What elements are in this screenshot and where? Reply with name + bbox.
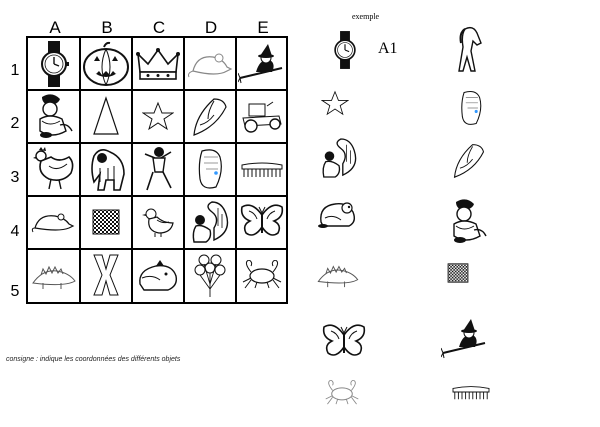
beaver-icon — [317, 198, 359, 230]
butterfly-icon — [321, 323, 367, 361]
cell-b2[interactable] — [80, 90, 132, 142]
cell-b3[interactable] — [80, 143, 132, 195]
witch-icon — [238, 44, 286, 84]
watch-icon — [331, 27, 359, 73]
horse-icon — [455, 25, 485, 75]
row-label-3: 3 — [10, 169, 20, 186]
tractor-icon — [239, 98, 285, 134]
item-butterfly[interactable] — [320, 322, 368, 362]
stegosaurus-icon — [315, 259, 361, 289]
item-beaver[interactable] — [316, 196, 360, 232]
checkerboard-icon — [447, 263, 469, 283]
example-label: exemple — [352, 12, 380, 21]
gnome-icon — [34, 93, 74, 139]
butterfly-icon — [239, 203, 285, 241]
column-label-e: E — [257, 18, 269, 37]
cell-a5[interactable] — [28, 249, 80, 301]
pumpkin-icon — [82, 41, 130, 87]
cell-c5[interactable] — [132, 249, 184, 301]
crown-icon — [136, 46, 180, 82]
example-answer: A1 — [378, 40, 398, 57]
cell-a2[interactable] — [28, 90, 80, 142]
cell-d5[interactable] — [184, 249, 236, 301]
crab-icon — [241, 260, 283, 290]
cell-a4[interactable] — [28, 196, 80, 248]
star-icon — [142, 101, 174, 131]
cell-b5[interactable] — [80, 249, 132, 301]
cell-b4[interactable] — [80, 196, 132, 248]
flower-icon — [192, 252, 228, 298]
gorilla-icon — [84, 146, 128, 192]
cell-c3[interactable] — [132, 143, 184, 195]
checkerboard-icon — [92, 209, 120, 235]
column-label-c: C — [152, 18, 166, 37]
item-squirrel[interactable] — [318, 136, 360, 180]
cell-c1[interactable] — [132, 38, 184, 90]
cell-e3[interactable] — [236, 143, 288, 195]
letter-x-icon — [92, 253, 120, 297]
example-picture — [330, 26, 360, 74]
witch-icon — [441, 319, 489, 359]
column-label-d: D — [204, 18, 218, 37]
item-stegosaurus[interactable] — [314, 258, 362, 290]
iron-icon — [190, 95, 230, 137]
cell-b1[interactable] — [80, 38, 132, 90]
crab-icon — [324, 380, 360, 406]
squirrel-icon — [190, 200, 230, 244]
watch-icon — [37, 41, 71, 87]
item-comb[interactable] — [446, 382, 496, 402]
comb-icon — [240, 159, 284, 179]
item-horse[interactable] — [452, 24, 488, 76]
instruction-text: consigne : indique les coordonnées des différents objets — [6, 356, 181, 363]
column-label-a: A — [49, 18, 61, 37]
cell-c2[interactable] — [132, 90, 184, 142]
gnome-icon — [448, 198, 488, 244]
comb-icon — [447, 383, 495, 401]
cell-d3[interactable] — [184, 143, 236, 195]
cell-d2[interactable] — [184, 90, 236, 142]
item-crab[interactable] — [322, 378, 362, 408]
column-label-b: B — [101, 18, 113, 37]
item-star[interactable] — [318, 88, 352, 118]
scanner-icon — [457, 89, 485, 127]
mouse-icon — [187, 49, 233, 79]
dancer-icon — [141, 146, 175, 192]
row-label-5: 5 — [10, 283, 20, 300]
item-gnome[interactable] — [446, 196, 490, 246]
hen-icon — [31, 146, 77, 192]
cell-e5[interactable] — [236, 249, 288, 301]
rat-icon — [31, 210, 77, 234]
cell-e4[interactable] — [236, 196, 288, 248]
triangle-icon — [91, 96, 121, 136]
bird-icon — [141, 206, 175, 238]
cell-d4[interactable] — [184, 196, 236, 248]
pig-icon — [136, 258, 180, 292]
item-iron[interactable] — [446, 140, 492, 180]
cell-c4[interactable] — [132, 196, 184, 248]
row-label-1: 1 — [10, 62, 20, 79]
squirrel-icon — [320, 137, 358, 179]
cell-a1[interactable] — [28, 38, 80, 90]
star-icon — [321, 90, 349, 116]
item-checkerboard[interactable] — [446, 262, 470, 284]
stegosaurus-icon — [31, 259, 77, 291]
iron-icon — [447, 141, 491, 179]
cell-a3[interactable] — [28, 143, 80, 195]
item-witch[interactable] — [440, 318, 490, 360]
cell-e2[interactable] — [236, 90, 288, 142]
coordinate-grid — [26, 36, 288, 304]
item-scanner[interactable] — [454, 88, 488, 128]
row-label-4: 4 — [10, 223, 20, 240]
row-label-2: 2 — [10, 115, 20, 132]
cell-e1[interactable] — [236, 38, 288, 90]
cell-d1[interactable] — [184, 38, 236, 90]
scanner-icon — [194, 147, 226, 191]
